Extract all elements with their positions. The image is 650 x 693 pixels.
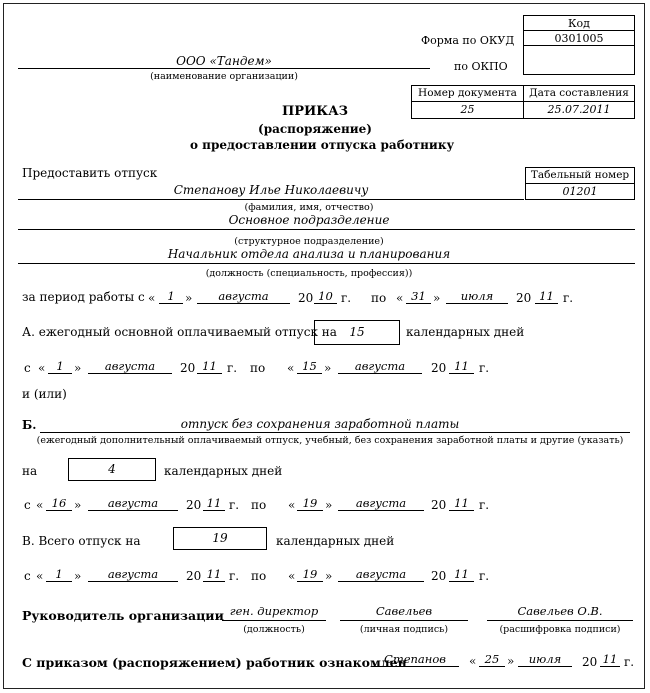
- section-b-type: отпуск без сохранения заработной платы: [180, 417, 460, 431]
- head-signature-field: [340, 606, 468, 621]
- head-decoding-caption: (расшифровка подписи): [499, 624, 621, 635]
- ack-year: 11: [600, 652, 620, 667]
- section-b-label: Б.: [22, 418, 37, 432]
- quote-open: «: [287, 361, 295, 375]
- department-line: [18, 229, 635, 230]
- head-signature-caption: (личная подпись): [359, 624, 449, 635]
- total-to-year: 11: [449, 567, 474, 582]
- org-name-line: [18, 68, 430, 69]
- section-total-days: 19: [212, 531, 228, 545]
- quote-close: »: [74, 498, 82, 512]
- a-to-label: по: [250, 361, 266, 375]
- a-from-year-prefix: 20: [180, 361, 196, 375]
- doc-number-value: 25: [411, 101, 524, 119]
- head-position-field: [222, 606, 326, 621]
- okud-label: Форма по ОКУД: [421, 34, 515, 47]
- section-a-days-label: календарных дней: [406, 325, 525, 339]
- work-to-year-prefix: 20: [516, 291, 532, 305]
- doc-subject: о предоставлении отпуска работнику: [190, 138, 455, 152]
- tab-number-value: 01201: [525, 183, 635, 200]
- ack-label: С приказом (распоряжением) работник ознакомлен: [22, 655, 407, 670]
- quote-close: »: [325, 498, 333, 512]
- head-position-caption: (должность): [243, 624, 305, 635]
- quote-open: «: [469, 654, 477, 668]
- year-suffix: г.: [341, 291, 352, 305]
- quote-open: «: [396, 291, 404, 305]
- quote-open: «: [288, 569, 296, 583]
- section-total-days-label: календарных дней: [276, 534, 395, 548]
- total-s-label: с: [24, 569, 31, 583]
- ack-year-prefix: 20: [582, 655, 598, 669]
- quote-close: »: [325, 569, 333, 583]
- a-to-year: 11: [449, 359, 474, 374]
- quote-open: «: [148, 291, 156, 305]
- b-from-year: 11: [203, 496, 225, 511]
- section-b-caption: (ежегодный дополнительный оплачиваемый отпуск, учебный, без сохранения заработной платы и другие (указать): [36, 435, 624, 446]
- section-a-s-label: с: [24, 361, 31, 375]
- quote-close: »: [185, 291, 193, 305]
- section-b-line: [40, 432, 630, 433]
- a-to-day: 15: [297, 359, 322, 374]
- work-to-day: 31: [406, 289, 431, 304]
- head-decoding-value: Савельев О.В.: [517, 604, 603, 618]
- doc-subtitle: (распоряжение): [258, 122, 372, 136]
- ack-signature: Степанов: [371, 652, 459, 667]
- quote-open: «: [36, 498, 44, 512]
- section-b-days-label: календарных дней: [164, 464, 283, 478]
- total-from-month: августа: [88, 567, 178, 582]
- year-suffix: г.: [227, 361, 238, 375]
- quote-close: »: [74, 361, 82, 375]
- section-a-days: 15: [349, 325, 365, 339]
- work-to-month: июля: [446, 289, 508, 304]
- a-from-day: 1: [48, 359, 72, 374]
- employee-name: Степанову Илье Николаевичу: [173, 183, 369, 197]
- okpo-label: по ОКПО: [454, 60, 508, 73]
- b-from-day: 16: [46, 496, 72, 511]
- section-b-on-label: на: [22, 464, 38, 478]
- org-caption: (наименование организации): [150, 71, 298, 82]
- section-a-label: А. ежегодный основной оплачиваемый отпуск на: [22, 325, 337, 339]
- a-from-year: 11: [197, 359, 222, 374]
- quote-open: «: [36, 569, 44, 583]
- doc-title: ПРИКАЗ: [281, 104, 349, 119]
- work-from-year-prefix: 20: [298, 291, 314, 305]
- total-to-day: 19: [297, 567, 323, 582]
- b-to-month: августа: [338, 496, 424, 511]
- b-to-year-prefix: 20: [431, 498, 447, 512]
- position-line: [18, 263, 635, 264]
- a-from-month: августа: [88, 359, 172, 374]
- year-suffix: г.: [479, 498, 490, 512]
- doc-date-header: Дата составления: [523, 85, 635, 102]
- quote-open: «: [38, 361, 46, 375]
- work-from-day: 1: [159, 289, 183, 304]
- quote-close: »: [74, 569, 82, 583]
- department-value: Основное подразделение: [228, 213, 390, 227]
- and-or-label: и (или): [22, 387, 67, 401]
- total-from-day: 1: [46, 567, 72, 582]
- year-suffix: г.: [479, 569, 490, 583]
- department-caption: (структурное подразделение): [234, 236, 384, 247]
- position-caption: (должность (специальность, профессия)): [205, 268, 413, 279]
- position-value: Начальник отдела анализа и планирования: [167, 247, 451, 261]
- work-period-label: за период работы с: [22, 290, 145, 304]
- total-from-year-prefix: 20: [186, 569, 202, 583]
- doc-date-value: 25.07.2011: [523, 101, 635, 119]
- employee-name-line: [18, 199, 524, 200]
- work-from-year: 10: [314, 289, 337, 304]
- grant-label: Предоставить отпуск: [22, 166, 158, 180]
- quote-close: »: [324, 361, 332, 375]
- year-suffix: г.: [479, 361, 490, 375]
- year-suffix: г.: [229, 498, 240, 512]
- b-to-day: 19: [297, 496, 323, 511]
- quote-close: »: [433, 291, 441, 305]
- section-total-label: В. Всего отпуск на: [22, 534, 141, 548]
- total-from-year: 11: [203, 567, 225, 582]
- ack-day: 25: [479, 652, 505, 667]
- ack-year-suffix: г.: [624, 655, 635, 669]
- section-b-s-label: с: [24, 498, 31, 512]
- ack-month: июля: [518, 652, 572, 667]
- b-from-month: августа: [88, 496, 178, 511]
- year-suffix: г.: [229, 569, 240, 583]
- head-position-value: ген. директор: [229, 604, 319, 618]
- head-label: Руководитель организации: [22, 608, 224, 623]
- quote-close: »: [507, 654, 515, 668]
- work-from-month: августа: [197, 289, 290, 304]
- b-to-year: 11: [449, 496, 474, 511]
- org-name: ООО «Тандем»: [176, 54, 272, 68]
- doc-number-header: Номер документа: [411, 85, 524, 102]
- year-suffix: г.: [563, 291, 574, 305]
- head-decoding-field: [487, 606, 633, 621]
- employee-name-caption: (фамилия, имя, отчество): [244, 202, 374, 213]
- total-to-month: августа: [338, 567, 424, 582]
- okpo-value-cell: [523, 45, 635, 75]
- total-to-label: по: [251, 569, 267, 583]
- section-b-days: 4: [108, 462, 116, 476]
- work-to-label: по: [371, 291, 387, 305]
- a-to-year-prefix: 20: [431, 361, 447, 375]
- b-from-year-prefix: 20: [186, 498, 202, 512]
- work-to-year: 11: [535, 289, 558, 304]
- head-signature-value: Савельев: [375, 604, 433, 618]
- tab-number-header: Табельный номер: [525, 167, 635, 184]
- b-to-label: по: [251, 498, 267, 512]
- total-to-year-prefix: 20: [431, 569, 447, 583]
- okud-value-cell: 0301005: [523, 30, 635, 46]
- a-to-month: августа: [338, 359, 422, 374]
- code-header-cell: Код: [523, 15, 635, 31]
- quote-open: «: [288, 498, 296, 512]
